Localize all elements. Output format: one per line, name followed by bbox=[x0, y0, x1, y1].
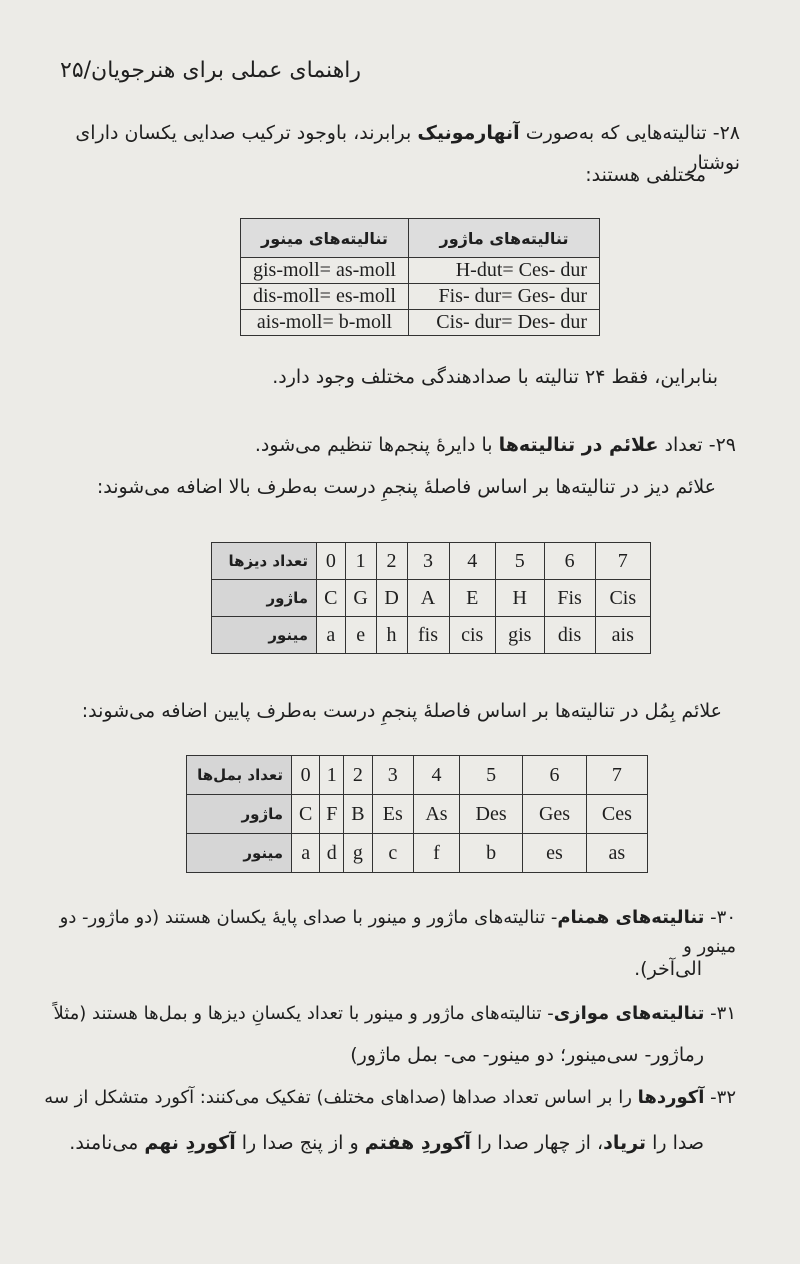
key-cell: B bbox=[344, 795, 372, 834]
major-cell: Fis- dur= Ges- dur bbox=[408, 284, 599, 310]
item-28-text-a: ۲۸- تنالیته‌هایی که به‌صورت bbox=[519, 122, 740, 144]
item-28-bold: آنهارمونیک bbox=[417, 122, 520, 144]
header-major: تنالیته‌های ماژور bbox=[408, 219, 599, 258]
count-cell: 7 bbox=[595, 543, 650, 580]
flats-table bbox=[186, 755, 648, 873]
key-cell: Cis bbox=[595, 580, 650, 617]
sharps-table bbox=[211, 542, 651, 654]
header-minor: تنالیته‌های مینور bbox=[241, 219, 409, 258]
flats-intro: علائم بِمُل در تنالیته‌ها بر اساس فاصلهٔ پنجمِ درست به‌طرف پایین اضافه می‌شوند: bbox=[81, 700, 722, 722]
item-32-bold-seventh: آکوردِ هفتم bbox=[364, 1132, 471, 1154]
running-header: راهنمای عملی برای هنرجویان/۲۵ bbox=[60, 58, 362, 83]
item-29-text-b: با دایرهٔ پنجم‌ها تنظیم می‌شود. bbox=[254, 434, 499, 456]
count-cell: 4 bbox=[449, 543, 495, 580]
key-cell: C bbox=[317, 580, 346, 617]
key-cell: F bbox=[320, 795, 344, 834]
label-major: ماژور bbox=[187, 795, 292, 834]
key-cell: H bbox=[495, 580, 544, 617]
label-count: تعداد دیزها bbox=[212, 543, 317, 580]
count-cell: 3 bbox=[372, 756, 413, 795]
key-cell: a bbox=[317, 617, 346, 654]
note-24-tonalities: بنابراین، فقط ۲۴ تنالیته با صدادهندگی مختلف وجود دارد. bbox=[272, 366, 718, 388]
item-32-bold: آکوردها bbox=[637, 1087, 705, 1108]
count-cell: 7 bbox=[586, 756, 647, 795]
count-cell: 5 bbox=[495, 543, 544, 580]
count-cell: 1 bbox=[320, 756, 344, 795]
count-cell: 0 bbox=[292, 756, 320, 795]
key-cell: es bbox=[523, 834, 586, 873]
key-cell: A bbox=[407, 580, 449, 617]
item-28-line2: مختلفی هستند: bbox=[585, 164, 706, 186]
table-row bbox=[241, 284, 600, 310]
label-count: تعداد بمل‌ها bbox=[187, 756, 292, 795]
sharps-minor-row bbox=[212, 617, 651, 654]
table-row bbox=[241, 310, 600, 336]
item-31-line1 bbox=[40, 1000, 736, 1029]
key-cell: d bbox=[320, 834, 344, 873]
item-29-bold: علائم در تنالیته‌ها bbox=[498, 434, 659, 456]
count-cell: 2 bbox=[344, 756, 372, 795]
count-cell: 1 bbox=[345, 543, 376, 580]
key-cell: Ces bbox=[586, 795, 647, 834]
count-cell: 4 bbox=[414, 756, 460, 795]
key-cell: C bbox=[292, 795, 320, 834]
key-cell: E bbox=[449, 580, 495, 617]
sharps-major-row bbox=[212, 580, 651, 617]
key-cell: cis bbox=[449, 617, 495, 654]
count-cell: 2 bbox=[376, 543, 407, 580]
flats-major-row bbox=[187, 795, 648, 834]
key-cell: a bbox=[292, 834, 320, 873]
count-cell: 6 bbox=[544, 543, 595, 580]
item-28-text-b: برابرند، باوجود ترکیب صدایی یکسان دارای نوشتار bbox=[75, 122, 740, 175]
minor-cell: ais-moll= b-moll bbox=[241, 310, 409, 336]
key-cell: ais bbox=[595, 617, 650, 654]
item-32-text-e: و از پنج صدا را bbox=[235, 1132, 365, 1154]
item-30-text: - تنالیته‌های ماژور و مینور با صدای پایهٔ یکسان هستند (دو ماژور- دو مینور و bbox=[59, 907, 736, 957]
key-cell: Es bbox=[372, 795, 413, 834]
count-cell: 0 bbox=[317, 543, 346, 580]
item-32-num: ۳۲- bbox=[704, 1087, 736, 1108]
item-32-bold-triad: تریاد bbox=[603, 1132, 647, 1154]
count-cell: 6 bbox=[523, 756, 586, 795]
item-30-line2: الی‌آخر). bbox=[634, 958, 702, 980]
item-30-num: ۳۰- bbox=[704, 907, 736, 928]
enharmonic-table bbox=[240, 218, 600, 336]
key-cell: D bbox=[376, 580, 407, 617]
table-row bbox=[241, 258, 600, 284]
minor-cell: dis-moll= es-moll bbox=[241, 284, 409, 310]
item-29-line bbox=[60, 430, 736, 460]
item-32-text-a: صدا را bbox=[646, 1132, 704, 1154]
item-31-bold: تنالیته‌های موازی bbox=[553, 1003, 705, 1024]
flats-minor-row bbox=[187, 834, 648, 873]
key-cell: Fis bbox=[544, 580, 595, 617]
sharps-intro: علائم دیز در تنالیته‌ها بر اساس فاصلهٔ پنجمِ درست به‌طرف بالا اضافه می‌شوند: bbox=[96, 476, 716, 498]
item-32-line2 bbox=[40, 1128, 704, 1158]
key-cell: dis bbox=[544, 617, 595, 654]
item-32-line1 bbox=[40, 1084, 736, 1113]
item-30-line1 bbox=[40, 904, 736, 962]
sharps-count-row bbox=[212, 543, 651, 580]
flats-count-row bbox=[187, 756, 648, 795]
item-32-text-g: می‌نامند. bbox=[69, 1132, 145, 1154]
key-cell: gis bbox=[495, 617, 544, 654]
key-cell: c bbox=[372, 834, 413, 873]
key-cell: Ges bbox=[523, 795, 586, 834]
label-major: ماژور bbox=[212, 580, 317, 617]
major-cell: Cis- dur= Des- dur bbox=[408, 310, 599, 336]
item-32-text: را بر اساس تعداد صداها (صداهای مختلف) تفکیک می‌کنند: آکورد متشکل از سه bbox=[44, 1087, 638, 1108]
count-cell: 5 bbox=[459, 756, 522, 795]
item-31-text: - تنالیته‌های ماژور و مینور با تعداد یکسانِ دیزها و بمل‌ها هستند (مثلاً bbox=[53, 1003, 554, 1024]
item-31-line2: رماژور- سی‌مینور؛ دو مینور- می- بمل ماژور) bbox=[350, 1044, 704, 1066]
key-cell: e bbox=[345, 617, 376, 654]
key-cell: G bbox=[345, 580, 376, 617]
item-30-bold: تنالیته‌های همنام bbox=[557, 907, 705, 928]
key-cell: fis bbox=[407, 617, 449, 654]
key-cell: Des bbox=[459, 795, 522, 834]
key-cell: b bbox=[459, 834, 522, 873]
label-minor: مینور bbox=[212, 617, 317, 654]
key-cell: As bbox=[414, 795, 460, 834]
item-29-text-a: ۲۹- تعداد bbox=[658, 434, 736, 456]
minor-cell: gis-moll= as-moll bbox=[241, 258, 409, 284]
major-cell: H-dut= Ces- dur bbox=[408, 258, 599, 284]
key-cell: h bbox=[376, 617, 407, 654]
item-32-text-c: ، از چهار صدا را bbox=[471, 1132, 604, 1154]
key-cell: f bbox=[414, 834, 460, 873]
key-cell: g bbox=[344, 834, 372, 873]
count-cell: 3 bbox=[407, 543, 449, 580]
item-32-bold-ninth: آکوردِ نهم bbox=[144, 1132, 236, 1154]
label-minor: مینور bbox=[187, 834, 292, 873]
item-31-num: ۳۱- bbox=[704, 1003, 736, 1024]
key-cell: as bbox=[586, 834, 647, 873]
